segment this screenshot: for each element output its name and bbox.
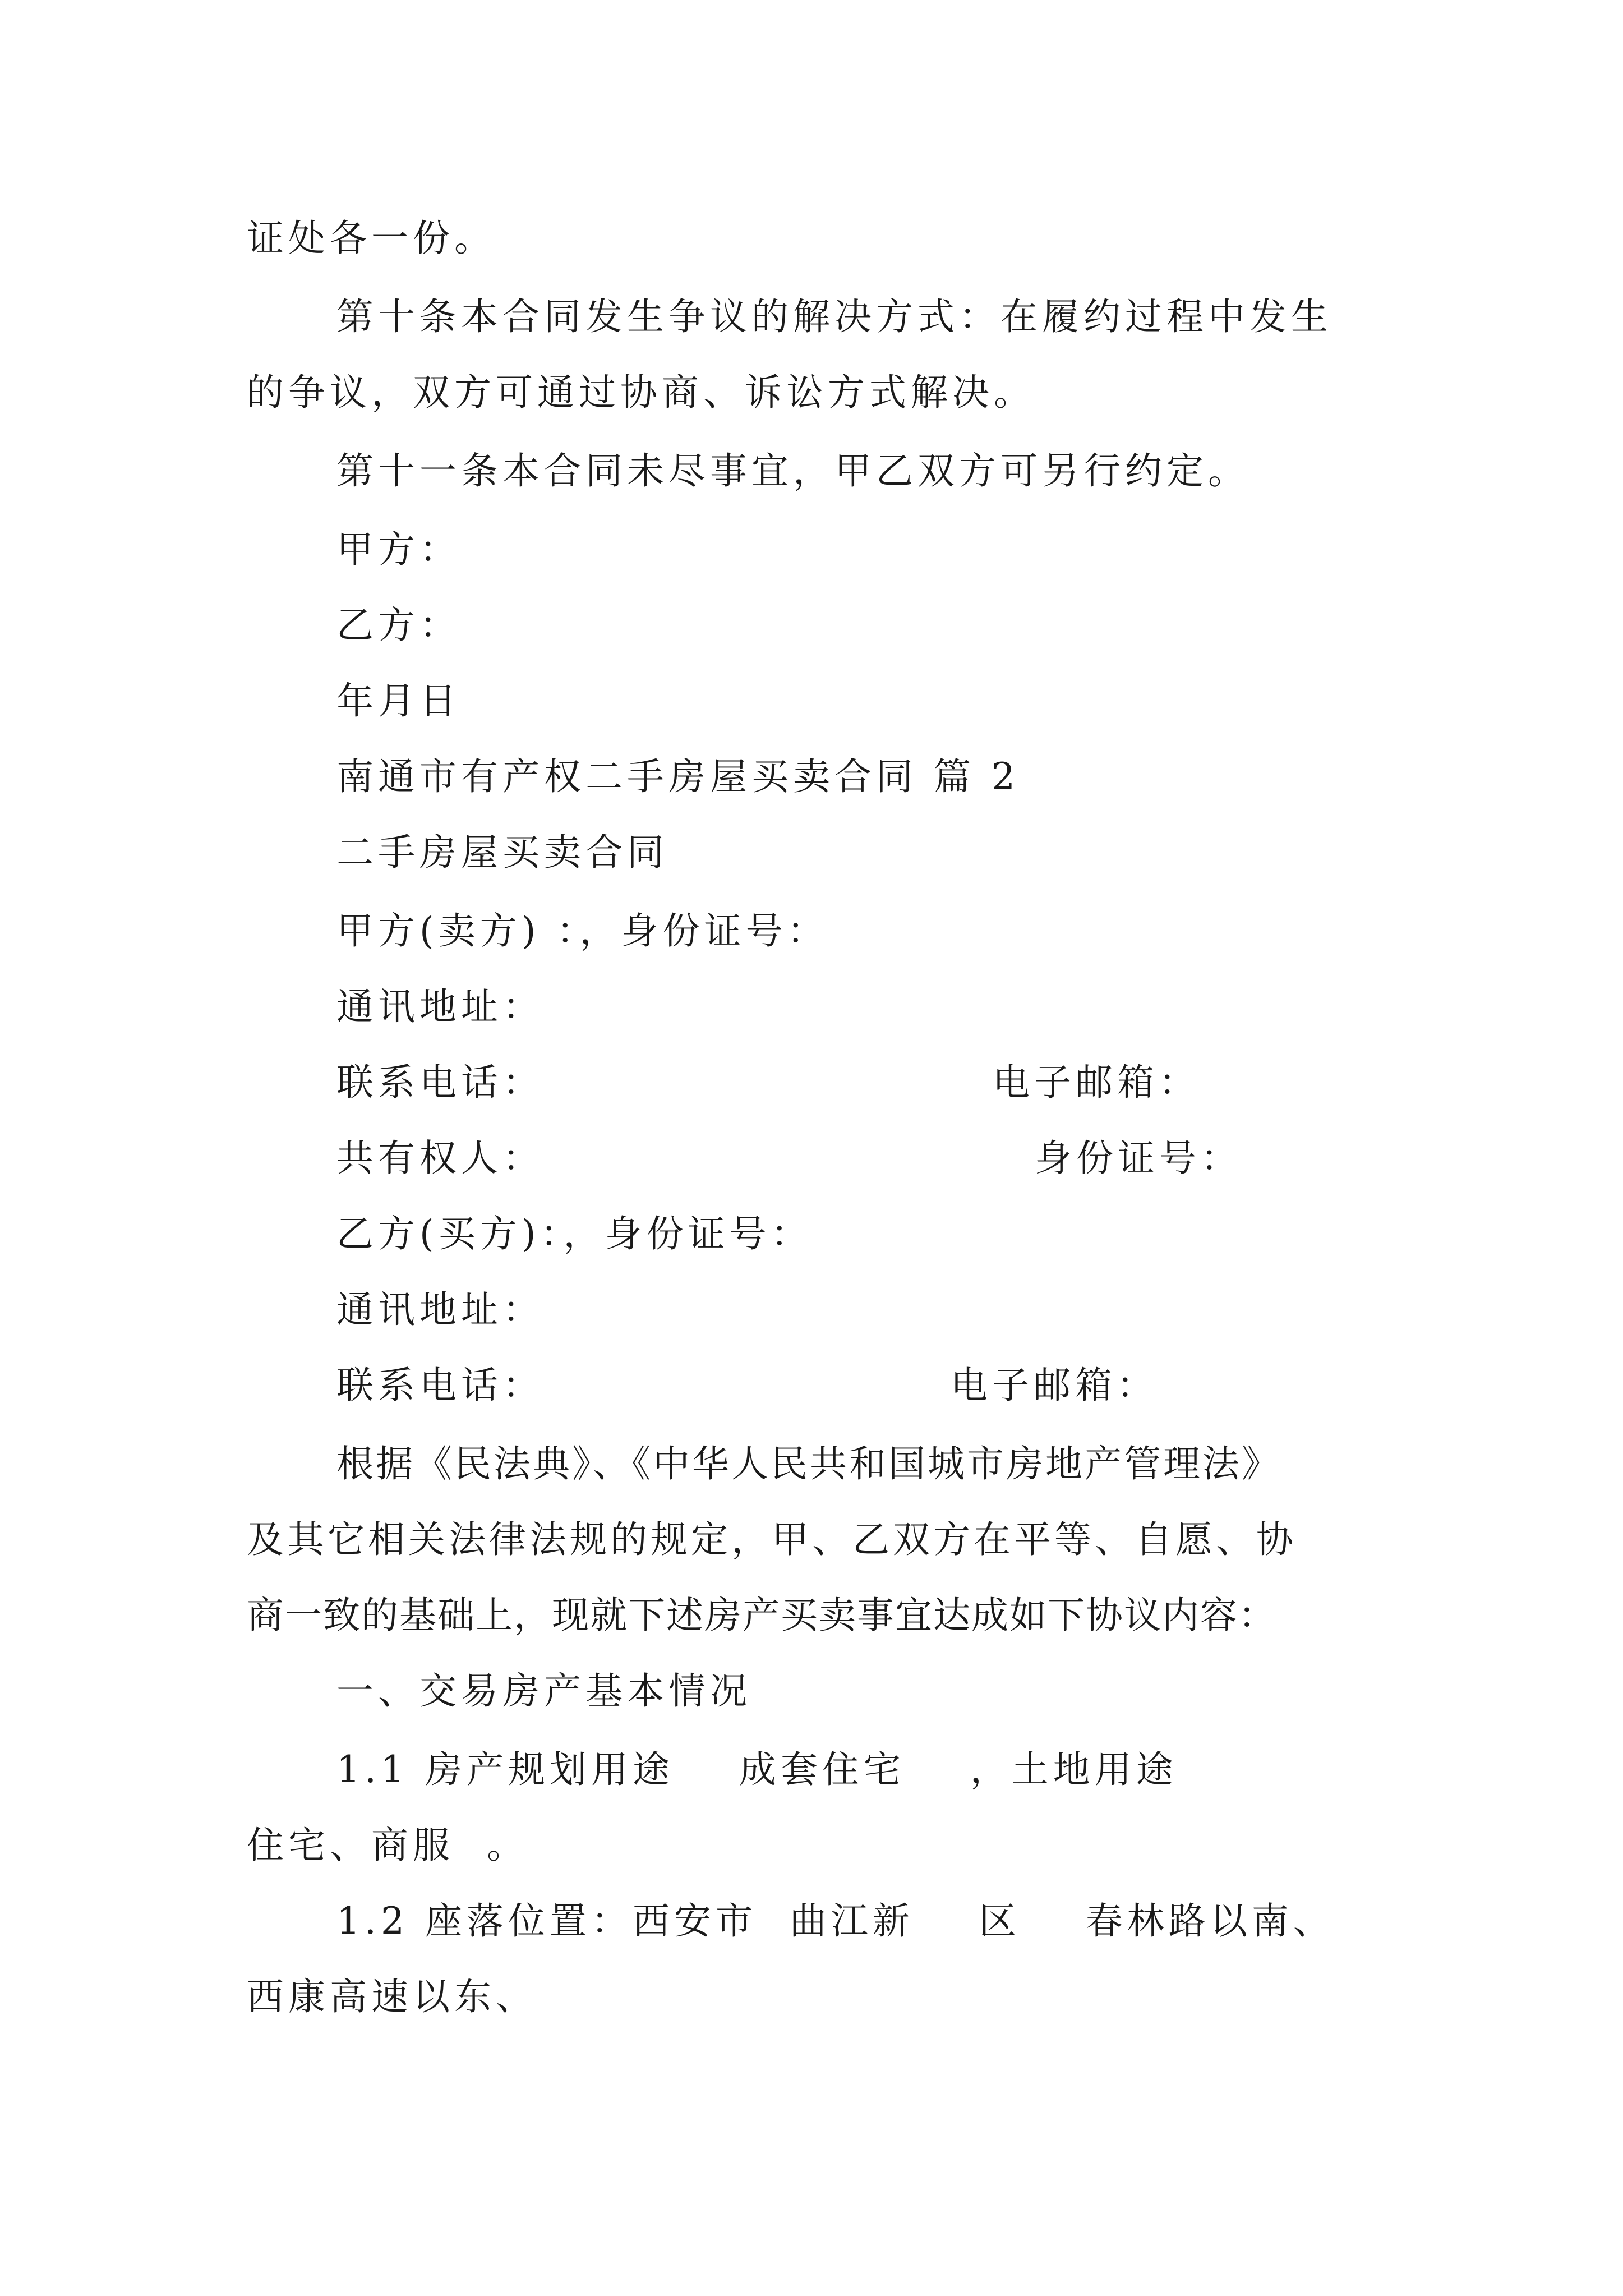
preamble-line-3: 商一致的基础上，现就下述房产买卖事宜达成如下协议内容： (247, 1594, 1276, 1637)
article-11-line: 第十一条本合同未尽事宜，甲乙双方可另行约定。 (336, 449, 1249, 493)
seller-phone-label: 联系电话： (336, 1061, 544, 1104)
text-line: 证处各一份。 (247, 217, 496, 260)
clause-1-2-line-2: 西康高速以东、 (247, 1975, 537, 2018)
seller-email-label: 电子邮箱： (993, 1061, 1200, 1104)
preamble-line-2: 及其它相关法律法规的规定，甲、乙双方在平等、自愿、协 (247, 1518, 1297, 1561)
heading-basic-info: 一、交易房产基本情况 (336, 1669, 751, 1713)
clause-1-1-line-1: 1.1 房产规划用途 成套住宅 ，土地用途 (336, 1748, 1178, 1791)
article-10-line-1: 第十条本合同发生争议的解决方式：在履约过程中发生 (336, 295, 1332, 338)
clause-1-2-line-1: 1.2 座落位置：西安市 曲江新 区 春林路以南、 (336, 1899, 1335, 1943)
buyer-phone-label: 联系电话： (336, 1364, 544, 1407)
seller-id-line: 甲方(卖方) ：，身份证号： (336, 909, 829, 953)
buyer-id-line: 乙方(买方)：，身份证号： (336, 1212, 813, 1255)
preamble-line-1: 根据《民法典》、《中华人民共和国城市房地产管理法》 (336, 1442, 1281, 1485)
contract-title: 二手房屋买卖合同 (336, 831, 668, 874)
seller-address-line: 通讯地址： (336, 985, 544, 1028)
co-owner-label: 共有权人： (336, 1137, 544, 1180)
party-a-line: 甲方： (336, 528, 461, 571)
date-line: 年月日 (336, 679, 461, 723)
buyer-email-label: 电子邮箱： (951, 1364, 1158, 1407)
section-title: 南通市有产权二手房屋买卖合同 篇 2 (336, 755, 1020, 798)
buyer-address-line: 通讯地址： (336, 1288, 544, 1331)
article-10-line-2: 的争议，双方可通过协商、诉讼方式解决。 (247, 371, 1035, 414)
clause-1-1-line-2: 住宅、商服 。 (247, 1824, 528, 1867)
co-owner-id-label: 身份证号： (1035, 1137, 1242, 1180)
party-b-line: 乙方： (336, 604, 461, 647)
